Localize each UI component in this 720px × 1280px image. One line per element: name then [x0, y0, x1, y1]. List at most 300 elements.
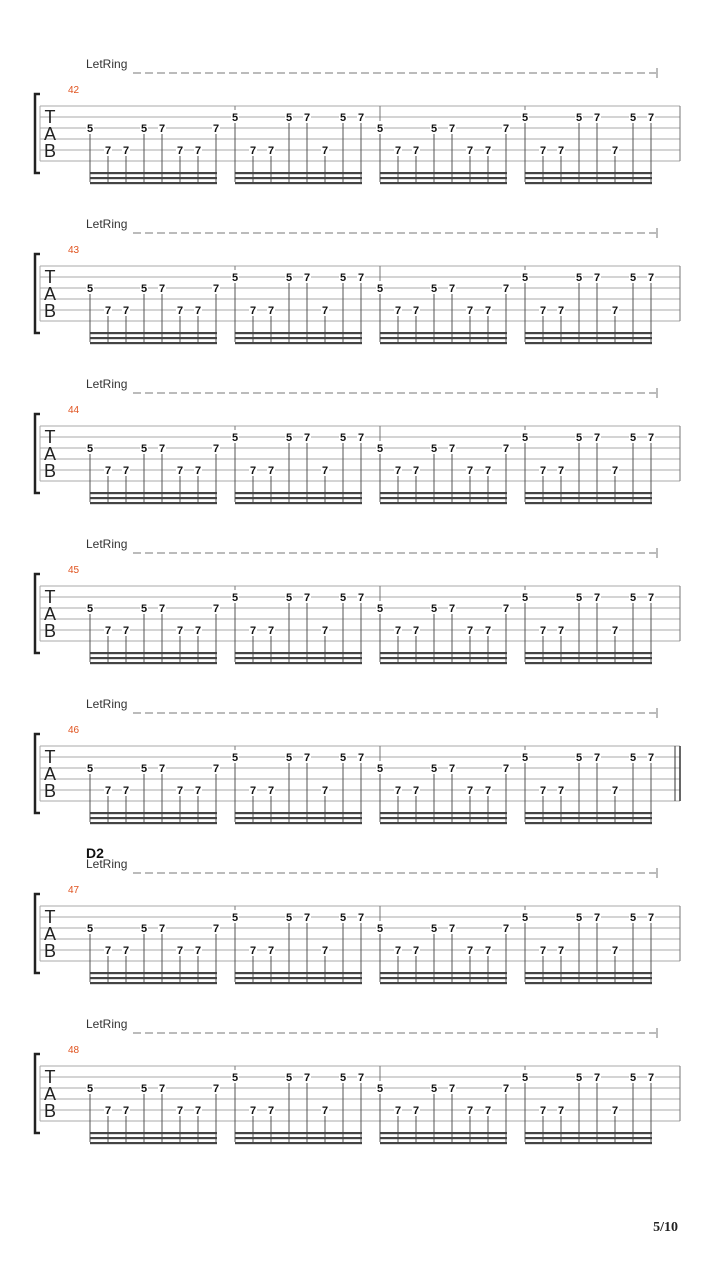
beam [525, 972, 652, 974]
fret-number: 7 [466, 945, 474, 957]
fret-number: 7 [212, 1083, 220, 1095]
fret-number: 7 [194, 785, 202, 797]
fret-number: 5 [86, 443, 94, 455]
tab-system [35, 377, 680, 504]
beam [90, 1132, 217, 1134]
fret-number: 7 [448, 1083, 456, 1095]
beam [525, 662, 652, 664]
beam [90, 497, 217, 499]
fret-number: 7 [611, 785, 619, 797]
fret-number: 7 [194, 625, 202, 637]
fret-number: 7 [321, 145, 329, 157]
tab-letter: A [43, 1084, 57, 1104]
tab-system [35, 697, 680, 824]
fret-number: 5 [86, 123, 94, 135]
fret-number: 7 [412, 145, 420, 157]
beam [525, 982, 652, 984]
fret-number: 5 [339, 592, 347, 604]
fret-number: 7 [593, 592, 601, 604]
fret-number: 7 [176, 1105, 184, 1117]
tab-system [35, 845, 680, 984]
fret-number: 7 [194, 1105, 202, 1117]
fret-number: 5 [430, 763, 438, 775]
fret-number: 7 [647, 912, 655, 924]
fret-number: 7 [267, 625, 275, 637]
fret-number: 5 [86, 1083, 94, 1095]
fret-number: 7 [647, 592, 655, 604]
beam [235, 492, 362, 494]
beam [90, 342, 217, 344]
fret-number: 7 [557, 145, 565, 157]
beam [235, 657, 362, 659]
beam [90, 657, 217, 659]
fret-number: 7 [321, 305, 329, 317]
system-bracket [35, 894, 40, 973]
fret-number: 7 [104, 465, 112, 477]
fret-number: 7 [249, 305, 257, 317]
beam [380, 652, 507, 654]
fret-number: 5 [376, 923, 384, 935]
beam [90, 822, 217, 824]
fret-number: 5 [629, 912, 637, 924]
fret-number: 7 [303, 592, 311, 604]
fret-number: 7 [557, 625, 565, 637]
beam [525, 822, 652, 824]
system-bracket [35, 254, 40, 333]
fret-number: 7 [448, 923, 456, 935]
fret-number: 5 [231, 272, 239, 284]
fret-number: 5 [285, 1072, 293, 1084]
fret-number: 7 [321, 785, 329, 797]
fret-number: 7 [502, 443, 510, 455]
system-bracket [35, 1054, 40, 1133]
fret-number: 5 [285, 752, 293, 764]
beam [90, 1142, 217, 1144]
beam [380, 502, 507, 504]
tab-system [35, 537, 680, 664]
beam [235, 502, 362, 504]
beam [90, 817, 217, 819]
fret-number: 7 [484, 145, 492, 157]
page-number: 5/10 [653, 1220, 678, 1235]
fret-number: 7 [484, 945, 492, 957]
beam [90, 182, 217, 184]
fret-number: 5 [231, 912, 239, 924]
fret-number: 5 [339, 272, 347, 284]
fret-number: 5 [629, 112, 637, 124]
fret-number: 7 [647, 272, 655, 284]
system-bracket [35, 94, 40, 173]
fret-number: 7 [448, 443, 456, 455]
beam [380, 182, 507, 184]
beam [235, 982, 362, 984]
fret-number: 7 [539, 785, 547, 797]
tab-letter: T [44, 267, 56, 287]
tab-letter: B [43, 621, 57, 641]
fret-number: 5 [521, 592, 529, 604]
measure-number: 43 [68, 245, 80, 256]
beam [235, 172, 362, 174]
beam [235, 817, 362, 819]
fret-number: 5 [521, 752, 529, 764]
fret-number: 5 [629, 592, 637, 604]
fret-number: 7 [267, 145, 275, 157]
beam [90, 332, 217, 334]
fret-number: 7 [357, 752, 365, 764]
tab-system [35, 217, 680, 344]
fret-number: 7 [303, 1072, 311, 1084]
fret-number: 7 [448, 283, 456, 295]
fret-number: 7 [303, 912, 311, 924]
fret-number: 5 [339, 1072, 347, 1084]
beam [90, 177, 217, 179]
tab-letter: B [43, 1101, 57, 1121]
fret-number: 7 [539, 625, 547, 637]
fret-number: 7 [122, 945, 130, 957]
let-ring-label: LetRing [86, 377, 128, 391]
beam [235, 972, 362, 974]
tab-letter: T [44, 427, 56, 447]
fret-number: 7 [611, 145, 619, 157]
beam [235, 822, 362, 824]
section-label: D2 [86, 845, 104, 861]
fret-number: 7 [412, 945, 420, 957]
beam [90, 492, 217, 494]
fret-number: 7 [321, 625, 329, 637]
fret-number: 5 [575, 912, 583, 924]
fret-number: 5 [231, 1072, 239, 1084]
fret-number: 7 [502, 763, 510, 775]
beam [525, 652, 652, 654]
fret-number: 7 [249, 785, 257, 797]
fret-number: 5 [339, 752, 347, 764]
fret-number: 5 [140, 443, 148, 455]
fret-number: 7 [448, 603, 456, 615]
fret-number: 5 [285, 272, 293, 284]
beam [90, 502, 217, 504]
fret-number: 7 [158, 603, 166, 615]
fret-number: 7 [194, 945, 202, 957]
fret-number: 5 [285, 432, 293, 444]
fret-number: 7 [357, 592, 365, 604]
tab-letter: A [43, 604, 57, 624]
tab-letter: A [43, 124, 57, 144]
fret-number: 7 [593, 432, 601, 444]
beam [90, 982, 217, 984]
fret-number: 7 [484, 1105, 492, 1117]
fret-number: 5 [231, 432, 239, 444]
beam [380, 657, 507, 659]
fret-number: 5 [140, 123, 148, 135]
fret-number: 7 [647, 112, 655, 124]
fret-number: 5 [629, 1072, 637, 1084]
beam [90, 1137, 217, 1139]
fret-number: 7 [158, 123, 166, 135]
fret-number: 5 [339, 432, 347, 444]
beam [380, 177, 507, 179]
fret-number: 7 [104, 305, 112, 317]
beam [525, 657, 652, 659]
fret-number: 5 [629, 272, 637, 284]
let-ring-label: LetRing [86, 1017, 128, 1031]
fret-number: 7 [611, 945, 619, 957]
fret-number: 7 [104, 945, 112, 957]
beam [235, 1137, 362, 1139]
beam [235, 652, 362, 654]
beam [235, 337, 362, 339]
measure-number: 48 [68, 1045, 80, 1056]
fret-number: 7 [176, 945, 184, 957]
fret-number: 5 [430, 603, 438, 615]
fret-number: 7 [267, 945, 275, 957]
fret-number: 5 [231, 752, 239, 764]
fret-number: 7 [539, 1105, 547, 1117]
fret-number: 7 [611, 1105, 619, 1117]
fret-number: 7 [357, 112, 365, 124]
fret-number: 5 [140, 603, 148, 615]
fret-number: 7 [267, 465, 275, 477]
fret-number: 5 [339, 112, 347, 124]
fret-number: 7 [249, 625, 257, 637]
measure-number: 42 [68, 85, 80, 96]
fret-number: 7 [539, 145, 547, 157]
beam [380, 492, 507, 494]
fret-number: 7 [448, 123, 456, 135]
beam [525, 1137, 652, 1139]
fret-number: 7 [303, 272, 311, 284]
fret-number: 7 [122, 145, 130, 157]
fret-number: 7 [502, 123, 510, 135]
tab-letter: B [43, 301, 57, 321]
fret-number: 5 [575, 112, 583, 124]
beam [380, 337, 507, 339]
beam [525, 342, 652, 344]
fret-number: 7 [394, 625, 402, 637]
fret-number: 7 [212, 923, 220, 935]
beam [525, 177, 652, 179]
fret-number: 7 [557, 945, 565, 957]
beam [380, 1137, 507, 1139]
fret-number: 7 [647, 1072, 655, 1084]
fret-number: 7 [321, 945, 329, 957]
fret-number: 5 [521, 1072, 529, 1084]
beam [380, 1142, 507, 1144]
fret-number: 7 [394, 465, 402, 477]
fret-number: 7 [539, 305, 547, 317]
fret-number: 7 [466, 785, 474, 797]
fret-number: 5 [140, 923, 148, 935]
fret-number: 7 [357, 912, 365, 924]
fret-number: 7 [466, 305, 474, 317]
fret-number: 7 [212, 283, 220, 295]
fret-number: 5 [629, 752, 637, 764]
tab-letter: T [44, 1067, 56, 1087]
fret-number: 5 [521, 272, 529, 284]
fret-number: 5 [231, 112, 239, 124]
fret-number: 7 [593, 112, 601, 124]
fret-number: 5 [376, 1083, 384, 1095]
fret-number: 7 [466, 625, 474, 637]
beam [90, 662, 217, 664]
fret-number: 7 [502, 923, 510, 935]
fret-number: 7 [502, 283, 510, 295]
fret-number: 7 [593, 1072, 601, 1084]
beam [235, 812, 362, 814]
beam [525, 172, 652, 174]
fret-number: 7 [357, 272, 365, 284]
fret-number: 7 [412, 1105, 420, 1117]
fret-number: 7 [122, 465, 130, 477]
measure-number: 44 [68, 405, 80, 416]
fret-number: 7 [267, 305, 275, 317]
tab-system [35, 57, 680, 184]
fret-number: 5 [575, 752, 583, 764]
tab-letter: T [44, 587, 56, 607]
beam [90, 812, 217, 814]
beam [380, 817, 507, 819]
fret-number: 7 [394, 785, 402, 797]
fret-number: 7 [611, 465, 619, 477]
beam [235, 1132, 362, 1134]
fret-number: 7 [557, 1105, 565, 1117]
fret-number: 5 [140, 763, 148, 775]
beam [380, 812, 507, 814]
let-ring-label: LetRing [86, 537, 128, 551]
beam [525, 1142, 652, 1144]
beam [90, 172, 217, 174]
fret-number: 5 [376, 283, 384, 295]
fret-number: 7 [394, 305, 402, 317]
fret-number: 7 [176, 785, 184, 797]
fret-number: 7 [557, 785, 565, 797]
fret-number: 7 [212, 603, 220, 615]
measure-number: 46 [68, 725, 80, 736]
beam [235, 332, 362, 334]
beam [90, 977, 217, 979]
fret-number: 5 [376, 123, 384, 135]
fret-number: 7 [194, 465, 202, 477]
fret-number: 7 [104, 785, 112, 797]
beam [380, 332, 507, 334]
tab-letter: T [44, 907, 56, 927]
fret-number: 5 [285, 112, 293, 124]
fret-number: 7 [647, 752, 655, 764]
fret-number: 7 [593, 752, 601, 764]
fret-number: 5 [521, 912, 529, 924]
beam [380, 982, 507, 984]
fret-number: 7 [484, 785, 492, 797]
fret-number: 7 [539, 945, 547, 957]
fret-number: 7 [267, 785, 275, 797]
tab-letter: B [43, 941, 57, 961]
fret-number: 7 [357, 1072, 365, 1084]
fret-number: 5 [430, 923, 438, 935]
fret-number: 7 [321, 465, 329, 477]
fret-number: 5 [430, 443, 438, 455]
measure-number: 45 [68, 565, 80, 576]
fret-number: 7 [394, 1105, 402, 1117]
beam [525, 502, 652, 504]
fret-number: 7 [611, 305, 619, 317]
fret-number: 7 [158, 763, 166, 775]
let-ring-label: LetRing [86, 697, 128, 711]
fret-number: 5 [430, 123, 438, 135]
beam [525, 817, 652, 819]
let-ring-label: LetRing [86, 57, 128, 71]
tab-letter: A [43, 764, 57, 784]
fret-number: 7 [176, 465, 184, 477]
fret-number: 5 [140, 283, 148, 295]
fret-number: 7 [194, 305, 202, 317]
beam [90, 972, 217, 974]
beam [235, 177, 362, 179]
fret-number: 7 [484, 305, 492, 317]
fret-number: 7 [448, 763, 456, 775]
beam [525, 812, 652, 814]
beam [235, 662, 362, 664]
tab-letter: B [43, 141, 57, 161]
fret-number: 5 [629, 432, 637, 444]
fret-number: 7 [104, 1105, 112, 1117]
fret-number: 7 [593, 912, 601, 924]
fret-number: 7 [249, 945, 257, 957]
fret-number: 7 [412, 625, 420, 637]
beam [525, 492, 652, 494]
measure-number: 47 [68, 885, 80, 896]
fret-number: 7 [122, 1105, 130, 1117]
fret-number: 7 [502, 1083, 510, 1095]
beam [235, 342, 362, 344]
fret-number: 7 [122, 625, 130, 637]
beam [90, 337, 217, 339]
tab-letter: T [44, 747, 56, 767]
fret-number: 7 [267, 1105, 275, 1117]
fret-number: 5 [575, 432, 583, 444]
fret-number: 5 [521, 432, 529, 444]
fret-number: 7 [212, 763, 220, 775]
beam [380, 977, 507, 979]
fret-number: 5 [575, 1072, 583, 1084]
fret-number: 5 [339, 912, 347, 924]
beam [235, 977, 362, 979]
tab-letter: A [43, 924, 57, 944]
fret-number: 7 [249, 1105, 257, 1117]
fret-number: 5 [285, 912, 293, 924]
fret-number: 5 [521, 112, 529, 124]
fret-number: 7 [104, 145, 112, 157]
fret-number: 5 [376, 763, 384, 775]
fret-number: 7 [249, 145, 257, 157]
beam [525, 497, 652, 499]
fret-number: 7 [158, 1083, 166, 1095]
fret-number: 7 [194, 145, 202, 157]
fret-number: 7 [466, 465, 474, 477]
system-bracket [35, 734, 40, 813]
fret-number: 7 [212, 443, 220, 455]
beam [380, 822, 507, 824]
fret-number: 7 [158, 443, 166, 455]
fret-number: 7 [303, 112, 311, 124]
fret-number: 7 [557, 465, 565, 477]
fret-number: 7 [647, 432, 655, 444]
fret-number: 7 [412, 305, 420, 317]
fret-number: 5 [86, 283, 94, 295]
fret-number: 7 [593, 272, 601, 284]
beam [525, 182, 652, 184]
fret-number: 7 [303, 432, 311, 444]
fret-number: 5 [231, 592, 239, 604]
fret-number: 7 [104, 625, 112, 637]
